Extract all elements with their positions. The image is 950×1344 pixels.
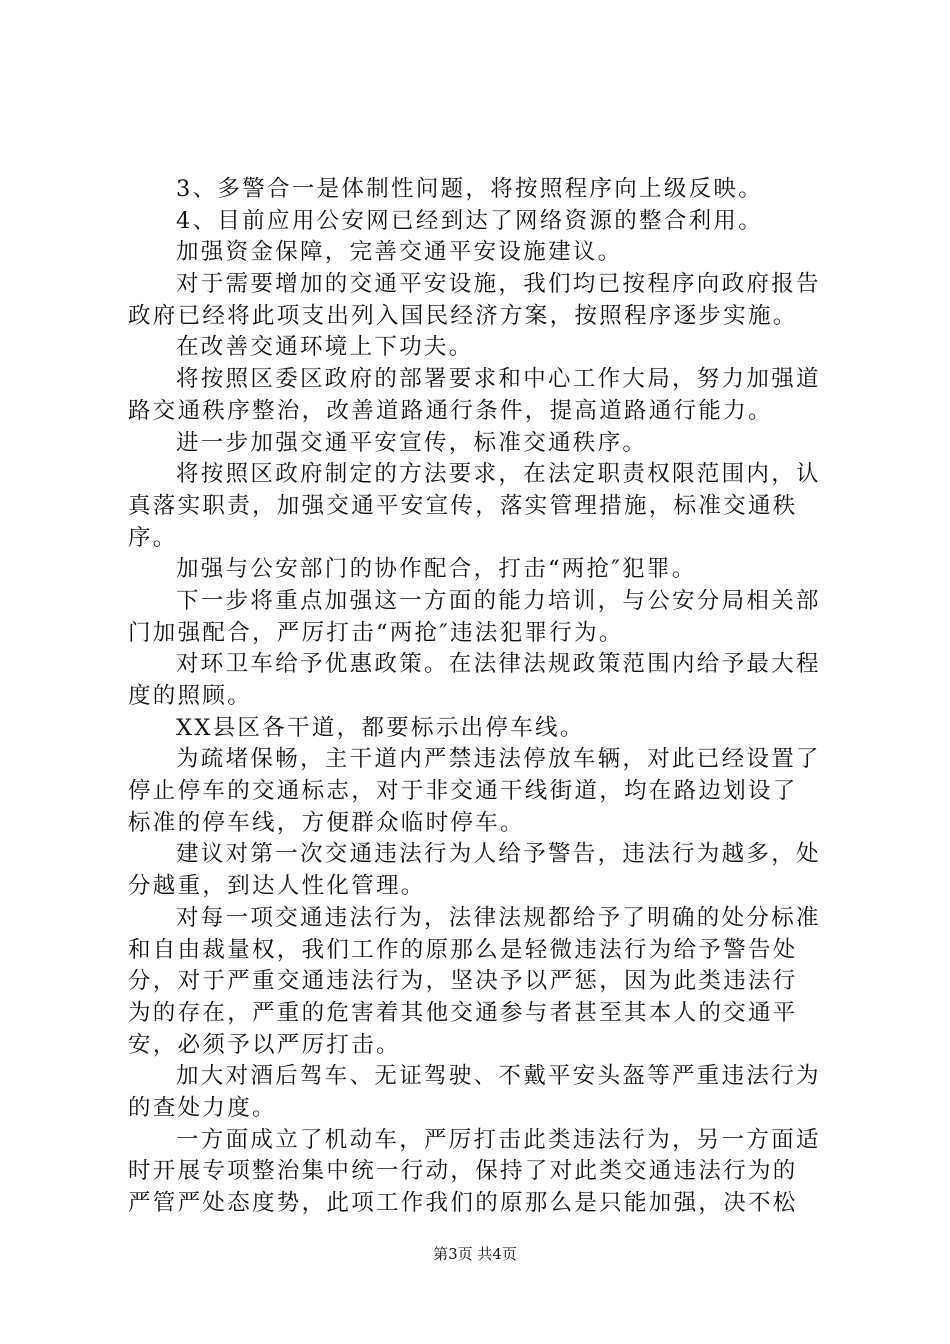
text-line: 加强资金保障，完善交通平安设施建议。: [176, 239, 623, 266]
text-line: 安，必须予以严厉打击。: [128, 1031, 401, 1058]
text-line: 政府已经将此项支出列入国民经济方案，按照程序逐步实施。: [128, 302, 798, 329]
text-line: 为的存在，严重的危害着其他交通参与者甚至其本人的交通平: [128, 999, 798, 1026]
text-line: 对环卫车给予优惠政策。在法律法规政策范围内给予最大程: [176, 651, 821, 678]
text-line: 和自由裁量权，我们工作的原那么是轻微违法行为给予警告处: [128, 936, 798, 963]
text-line: 标准的停车线，方便群众临时停车。: [128, 809, 525, 836]
text-line: 的查处力度。: [128, 1094, 277, 1121]
text-line: 3、多警合一是体制性问题，将按照程序向上级反映。: [176, 176, 764, 202]
text-line: 时开展专项整治集中统一行动，保持了对此类交通违法行为的: [128, 1158, 798, 1185]
text-line: 对于需要增加的交通平安设施，我们均已按程序向政府报告: [176, 271, 821, 298]
text-line: 真落实职责，加强交通平安宣传，落实管理措施，标准交通秩: [128, 492, 798, 519]
text-line: 对每一项交通违法行为，法律法规都给予了明确的处分标准: [176, 904, 821, 931]
text-line: 为疏堵保畅，主干道内严禁违法停放车辆，对此已经设置了: [176, 746, 821, 773]
text-line: 门加强配合，严厉打击“两抢″违法犯罪行为。: [128, 619, 624, 646]
text-line: 将按照区政府制定的方法要求，在法定职责权限范围内，认: [176, 461, 821, 488]
text-line: 分，对于严重交通违法行为，坚决予以严惩，因为此类违法行: [128, 968, 798, 995]
text-line: 严管严处态度势，此项工作我们的原那么是只能加强，决不松: [128, 1190, 798, 1216]
text-line: 度的照顾。: [128, 683, 253, 709]
text-line: 进一步加强交通平安宣传，标准交通秩序。: [176, 429, 648, 456]
text-line: 4、目前应用公安网已经到达了网络资源的整合利用。: [176, 207, 764, 234]
text-line: 路交通秩序整治，改善道路通行条件，提高道路通行能力。: [128, 397, 773, 424]
text-line: 在改善交通环境上下功夫。: [176, 334, 474, 361]
text-line: 一方面成立了机动车，严厉打击此类违法行为，另一方面适: [176, 1126, 821, 1153]
text-line: 分越重，到达人性化管理。: [128, 873, 426, 900]
text-line: 将按照区委区政府的部署要求和中心工作大局，努力加强道: [176, 366, 821, 393]
text-line: 加强与公安部门的协作配合，打击“两抢″犯罪。: [176, 556, 697, 583]
text-line: 加大对酒后驾车、无证驾驶、不戴平安头盔等严重违法行为: [176, 1063, 821, 1090]
page-footer: 第3页 共4页: [433, 1245, 517, 1263]
text-line: 下一步将重点加强这一方面的能力培训，与公安分局相关部: [176, 587, 821, 614]
text-line: XX县区各干道，都要标示出停车线。: [176, 714, 585, 741]
text-line: 建议对第一次交通违法行为人给予警告，违法行为越多，处: [176, 841, 821, 868]
document-body: [128, 174, 840, 1220]
text-line: 停止停车的交通标志，对于非交通干线街道，均在路边划设了: [128, 778, 798, 805]
text-line: 序。: [128, 524, 178, 551]
